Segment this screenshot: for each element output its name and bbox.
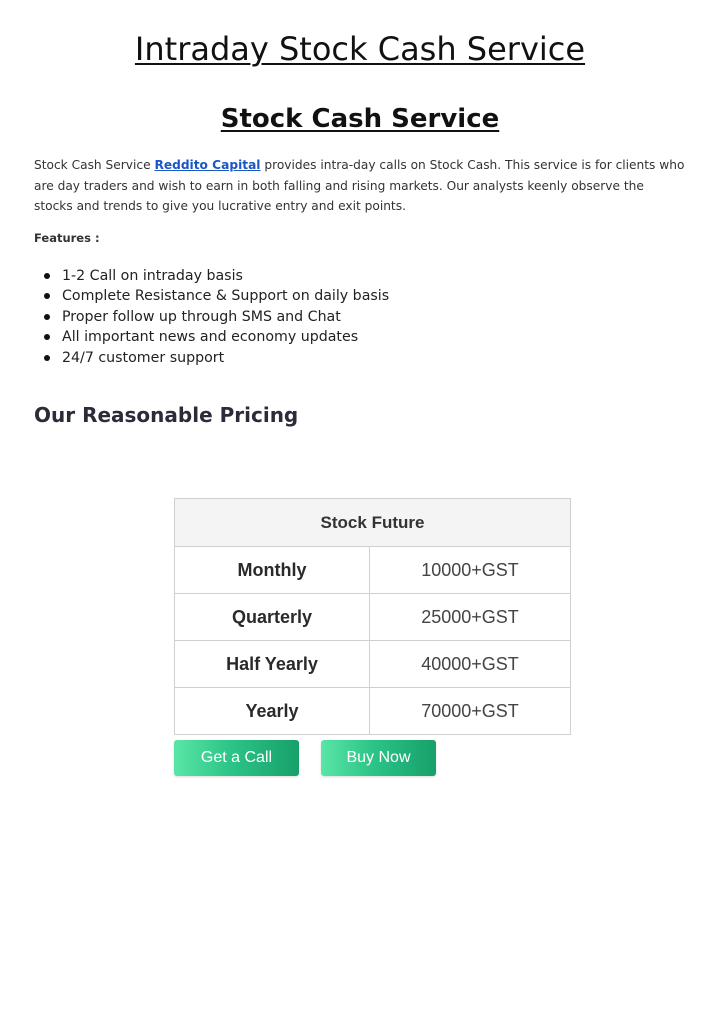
plan-price: 70000+GST bbox=[370, 688, 571, 735]
table-row bbox=[175, 594, 571, 641]
table-row bbox=[175, 688, 571, 735]
features-label: Features : bbox=[34, 231, 100, 245]
reddito-capital-link[interactable]: Reddito Capital bbox=[154, 158, 261, 172]
plan-name: Monthly bbox=[175, 547, 370, 594]
feature-item: Proper follow up through SMS and Chat bbox=[34, 307, 389, 327]
section-title: Stock Cash Service bbox=[220, 104, 500, 134]
plan-name: Quarterly bbox=[175, 594, 370, 641]
plan-name: Yearly bbox=[175, 688, 370, 735]
feature-item: Complete Resistance & Support on daily basis bbox=[34, 286, 389, 306]
feature-list bbox=[34, 266, 389, 368]
feature-item: All important news and economy updates bbox=[34, 327, 389, 347]
intro-text-start: Stock Cash Service bbox=[34, 158, 155, 172]
intro-paragraph bbox=[34, 155, 686, 217]
feature-item: 1-2 Call on intraday basis bbox=[34, 266, 389, 286]
plan-price: 40000+GST bbox=[370, 641, 571, 688]
feature-item: 24/7 customer support bbox=[34, 348, 389, 368]
table-row bbox=[175, 547, 571, 594]
plan-price: 25000+GST bbox=[370, 594, 571, 641]
pricing-heading: Our Reasonable Pricing bbox=[34, 403, 299, 427]
plan-price: 10000+GST bbox=[370, 547, 571, 594]
get-a-call-button[interactable]: Get a Call bbox=[174, 740, 299, 776]
table-header: Stock Future bbox=[175, 499, 571, 547]
intro-text-end: provides intra-day calls on Stock Cash. This service is for clients who are day traders and wish to earn in both falling and rising markets. Our analysts keenly observe the stocks and trends to give you lucrative entry and exit points. bbox=[34, 158, 685, 213]
table-row bbox=[175, 641, 571, 688]
plan-name: Half Yearly bbox=[175, 641, 370, 688]
table-header-row bbox=[175, 499, 571, 547]
pricing-table bbox=[174, 498, 571, 735]
buy-now-button[interactable]: Buy Now bbox=[321, 740, 436, 776]
page-title: Intraday Stock Cash Service bbox=[134, 30, 586, 68]
